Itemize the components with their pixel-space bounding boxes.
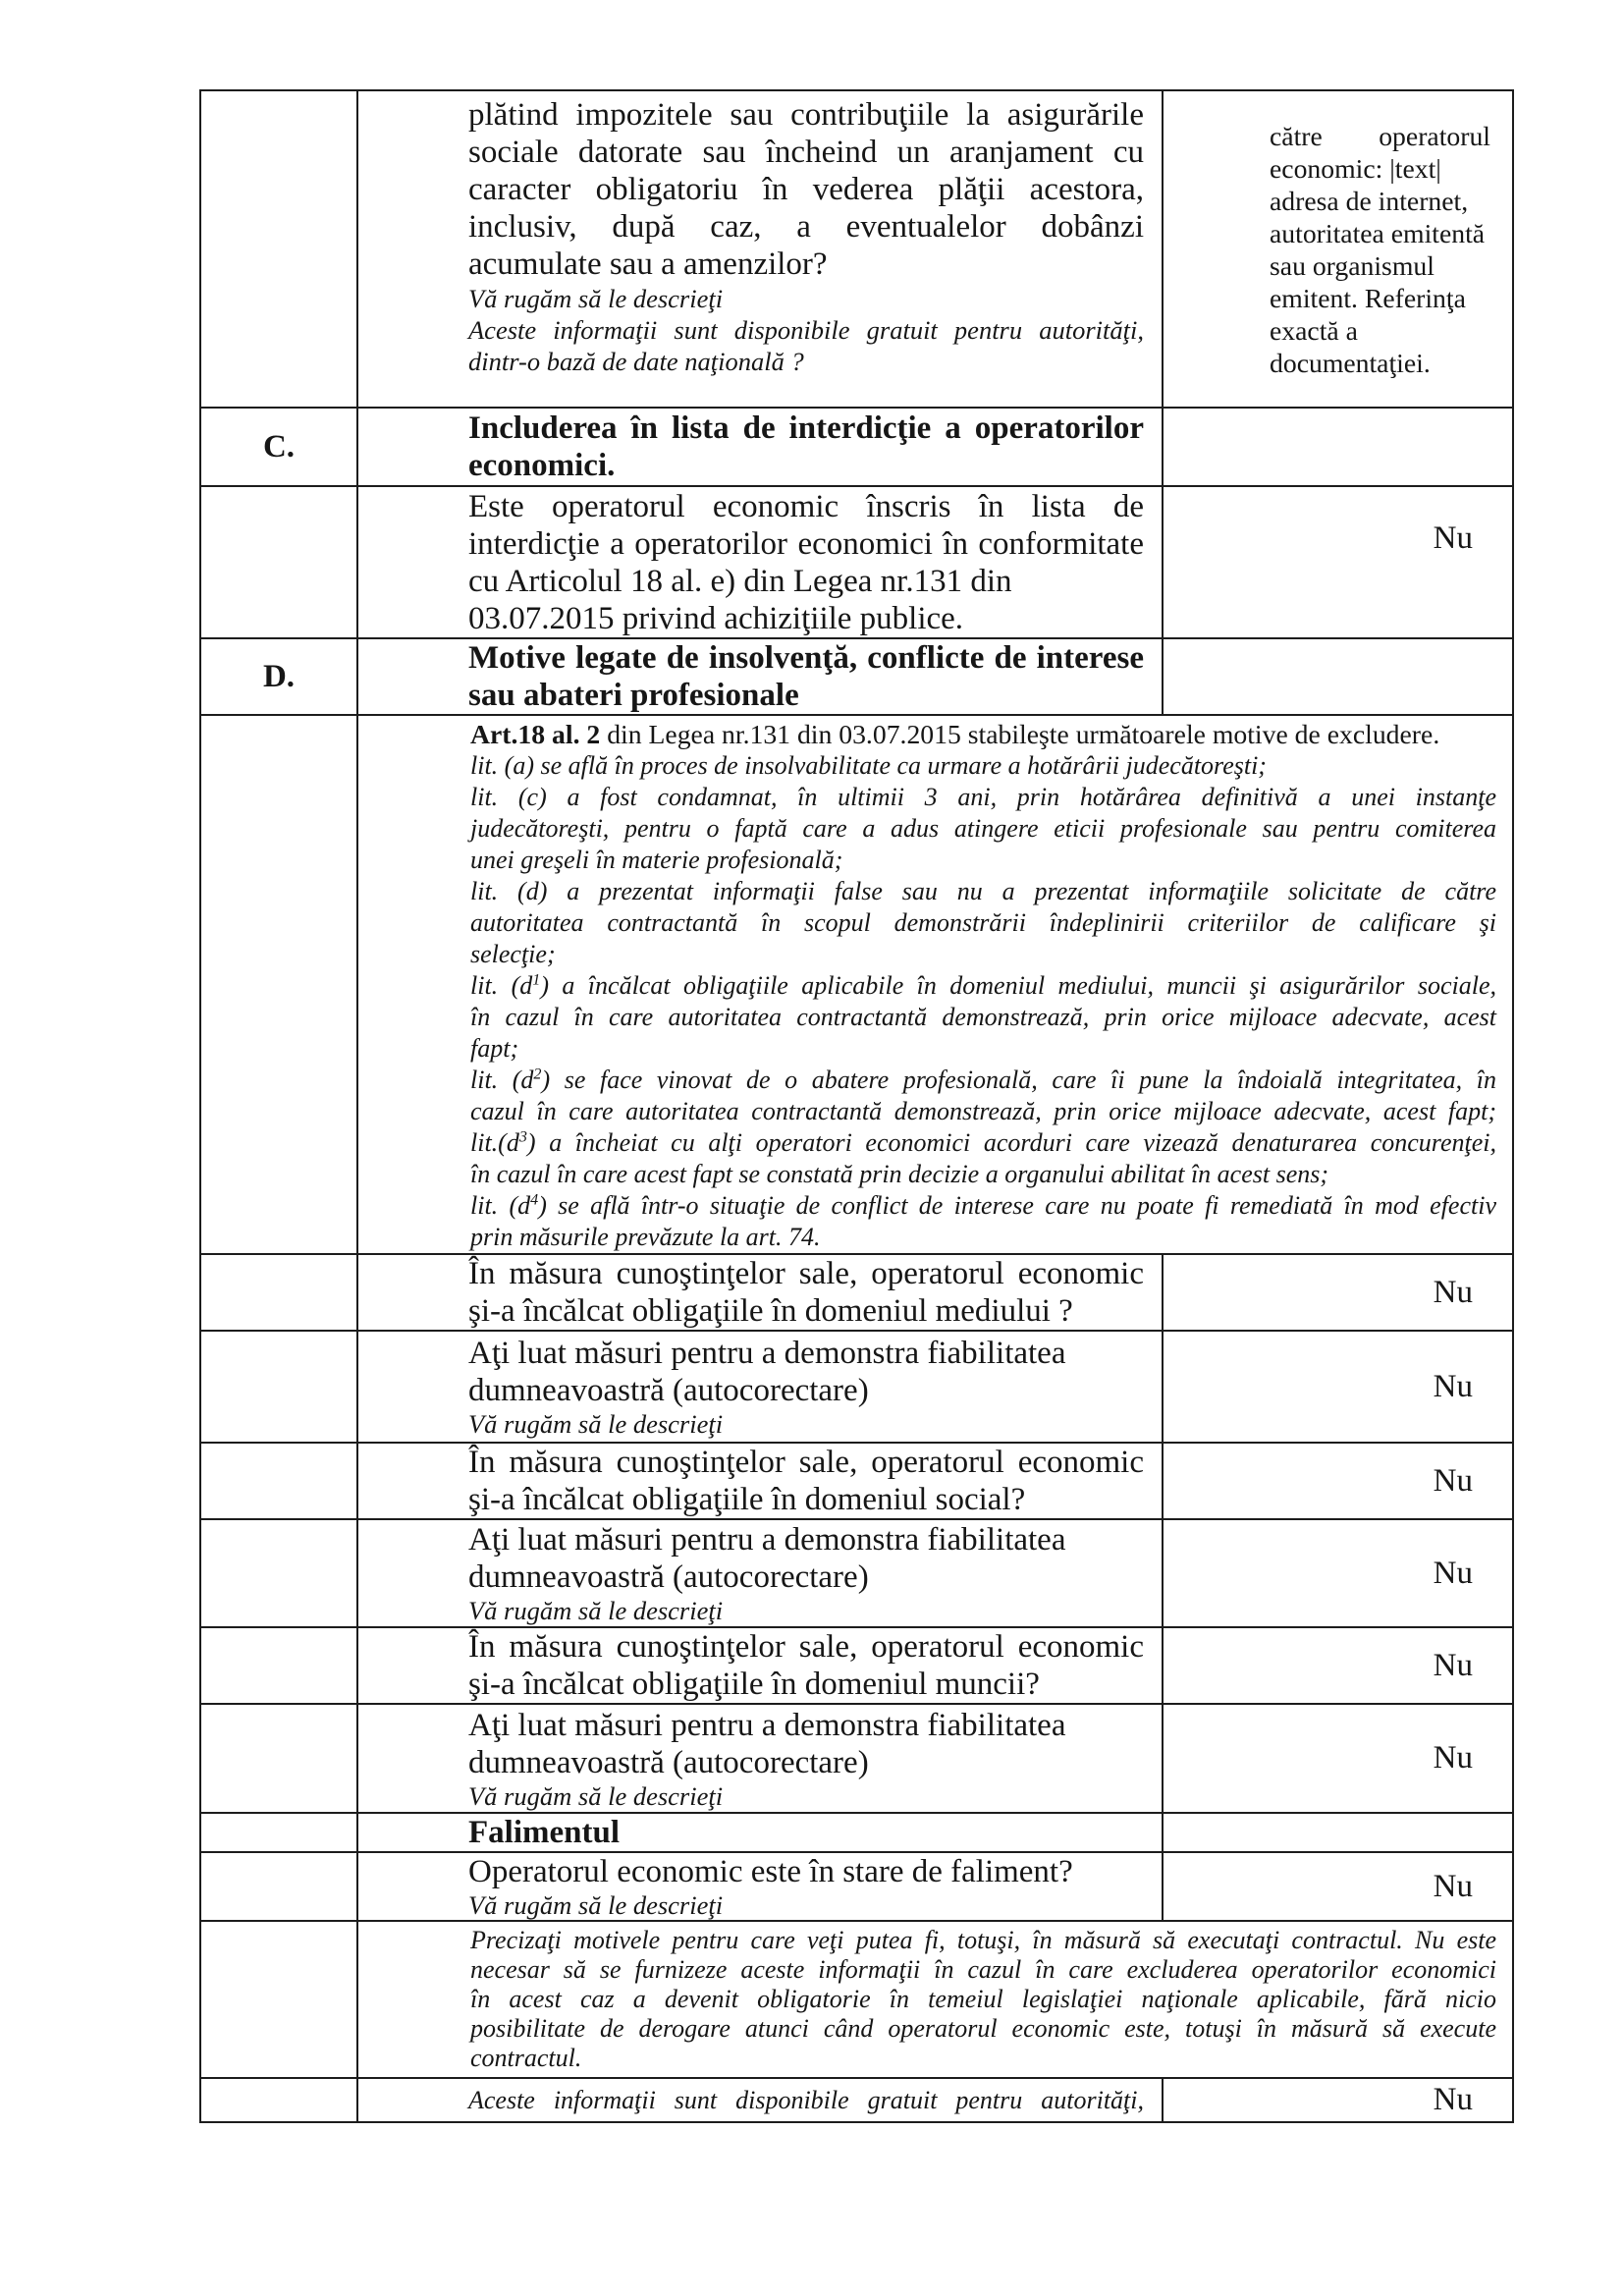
question-line: inclusiv, după caz, a eventualelor dobânzi — [468, 209, 1144, 245]
table-row-blacklist — [200, 486, 1513, 638]
question-line: 03.07.2015 privind achiziţiile publice. — [468, 600, 964, 636]
answer-value: Nu — [1163, 486, 1513, 638]
legal-item-text: a încheiat cu alţi operatori economici acorduri care vizează denaturarea concurenţei, — [535, 1128, 1496, 1157]
legal-basis-intro — [470, 719, 1496, 750]
table-row-availability — [200, 2078, 1513, 2122]
section-c-header-row — [200, 408, 1513, 486]
question-line: Aţi luat măsuri pentru a demonstra fiabilitatea — [468, 1522, 1066, 1558]
legal-item-line — [470, 876, 1496, 907]
explanation-text — [357, 1921, 1513, 2078]
legal-item-text: se face vinovat de o abatere profesională, care îi pune la îndoială integritatea, în — [550, 1066, 1496, 1094]
legal-basis-row — [200, 715, 1513, 1254]
question-cell — [357, 1443, 1163, 1519]
section-label: C. — [200, 408, 357, 486]
empty-answer-cell — [1163, 1813, 1513, 1852]
answer-value: Nu — [1163, 1254, 1513, 1331]
table-row-environment — [200, 1254, 1513, 1331]
legal-item-line: în cazul în care acest fapt se constată prin decizie a organului abilitat în acest sens; — [470, 1160, 1329, 1188]
question-line: În măsura cunoştinţelor sale, operatorul economic — [468, 1256, 1144, 1291]
answer-line: către operatorul — [1270, 120, 1490, 151]
legal-item-line — [470, 1065, 1496, 1096]
describe-note: Vă rugăm să le descrieţi — [468, 1890, 724, 1920]
table-row-self-cleaning-labour — [200, 1704, 1513, 1813]
question-cell — [357, 1852, 1163, 1921]
legal-item-ref: lit. (d — [470, 1066, 534, 1094]
question-cell — [357, 1254, 1163, 1331]
question-cell — [357, 486, 1163, 638]
legal-item-line — [470, 750, 1496, 782]
answer-value: Nu — [1163, 1627, 1513, 1704]
article-reference-text: din Legea nr.131 din 03.07.2015 stabileşte următoarele motive de excludere. — [600, 719, 1440, 749]
question-line: acumulate sau a amenzilor? — [468, 246, 828, 282]
question-line: dumneavoastră (autocorectare) — [468, 1373, 869, 1408]
availability-line: Aceste informaţii sunt disponibile gratuit pentru autorităţi, — [468, 2085, 1144, 2114]
section-title — [357, 638, 1163, 715]
table-row-labour — [200, 1627, 1513, 1704]
row-label-cell — [200, 2078, 357, 2122]
question-cell — [357, 2078, 1163, 2122]
describe-note: Vă rugăm să le descrieţi — [468, 1409, 724, 1439]
legal-item-ref: lit. (d — [470, 971, 533, 1000]
explanation-line: contractul. — [470, 2044, 582, 2072]
table-row-bankruptcy — [200, 1852, 1513, 1921]
row-label-cell — [200, 1627, 357, 1704]
empty-answer-cell — [1163, 638, 1513, 715]
answer-value: Nu — [1163, 2078, 1513, 2122]
legal-item-ref-end: ) — [541, 1066, 551, 1094]
question-line: dumneavoastră (autocorectare) — [468, 1744, 869, 1780]
legal-item-line: în cazul în care autoritatea contractantă demonstrează, prin orice mijloace adecvate, acest — [470, 1003, 1496, 1031]
row-label-cell — [200, 1813, 357, 1852]
legal-item-line: autoritatea contractantă în scopul demonstrării îndeplinirii criteriilor de calificare şi — [470, 908, 1496, 937]
legal-item-line: fapt; — [470, 1034, 519, 1063]
question-line: dumneavoastră (autocorectare) — [468, 1559, 869, 1595]
legal-item-ref-end: ) — [540, 971, 549, 1000]
table-row-self-cleaning-environment — [200, 1331, 1513, 1443]
legal-item-ref: lit.(d — [470, 1128, 519, 1157]
legal-item-sup: 4 — [530, 1191, 539, 1209]
describe-note: Vă rugăm să le descrieţi — [468, 284, 724, 313]
question-line: interdicţie a operatorilor economici în conformitate — [468, 525, 1144, 562]
section-title — [357, 408, 1163, 486]
question-line: În măsura cunoştinţelor sale, operatorul economic — [468, 1629, 1144, 1665]
legal-item-line: prin măsurile prevăzute la art. 74. — [470, 1223, 821, 1251]
empty-answer-cell — [1163, 408, 1513, 486]
row-label-cell — [200, 1852, 357, 1921]
legal-item-line: judecătoreşti, pentru o faptă care a adus atingere eticii profesionale sau pentru comiterea — [470, 814, 1496, 843]
row-label-cell — [200, 1519, 357, 1627]
legal-item-line: unei greşeli în materie profesională; — [470, 846, 843, 874]
section-title-line: economici. — [468, 448, 616, 483]
exclusion-criteria-table — [199, 89, 1514, 2123]
row-label-cell — [200, 1254, 357, 1331]
bankruptcy-title: Falimentul — [468, 1815, 620, 1850]
answer-value: Nu — [1163, 1331, 1513, 1443]
answer-line: documentaţiei. — [1270, 347, 1431, 378]
legal-item-ref: lit. (d) — [470, 877, 548, 905]
question-line: cu Articolul 18 al. e) din Legea nr.131 din — [468, 563, 1012, 599]
question-line: Operatorul economic este în stare de faliment? — [468, 1854, 1073, 1889]
describe-note: Vă rugăm să le descrieţi — [468, 1596, 724, 1625]
explanation-line: în acest caz a devenit obligatorie în temeiul legislaţiei naţionale aplicabile, fără nicio — [470, 1985, 1496, 2013]
question-line: În măsura cunoştinţelor sale, operatorul economic — [468, 1445, 1144, 1480]
row-label-cell — [200, 486, 357, 638]
section-title-line: Motive legate de insolvenţă, conflicte de interese — [468, 640, 1144, 676]
legal-item-text: se află în proces de insolvabilitate ca urmare a hotărârii judecătoreşti; — [534, 751, 1267, 780]
row-label-cell — [200, 90, 357, 408]
answer-line: sau organismul — [1270, 249, 1435, 281]
legal-basis-text — [357, 715, 1513, 1254]
question-cell — [357, 90, 1163, 408]
row-label-cell — [200, 1443, 357, 1519]
answer-line: adresa de internet, — [1270, 185, 1469, 216]
question-line: Aţi luat măsuri pentru a demonstra fiabilitatea — [468, 1336, 1066, 1371]
article-reference: Art.18 al. 2 — [470, 719, 601, 749]
bankruptcy-explanation-row — [200, 1921, 1513, 2078]
row-label-cell — [200, 1331, 357, 1443]
question-line: Aţi luat măsuri pentru a demonstra fiabilitatea — [468, 1707, 1066, 1743]
legal-item-line — [470, 1190, 1496, 1222]
legal-item-line: cazul în care autoritatea contractantă demonstrează, prin orice mijloace adecvate, acest fapt; — [470, 1097, 1496, 1125]
legal-item-ref: lit. (d — [470, 1191, 531, 1220]
legal-item-line — [470, 970, 1496, 1002]
question-cell — [357, 1627, 1163, 1704]
describe-note: Vă rugăm să le descrieţi — [468, 1780, 724, 1811]
bankruptcy-header-row — [200, 1813, 1513, 1852]
question-line: Este operatorul economic înscris în lista de — [468, 488, 1144, 524]
answer-line: autoritatea emitentă — [1270, 217, 1486, 248]
row-label-cell — [200, 1704, 357, 1813]
table-row-tax-payments — [200, 90, 1513, 408]
legal-item-ref-end: ) — [538, 1191, 547, 1220]
table-row-social — [200, 1443, 1513, 1519]
section-title-line: Includerea în lista de interdicţie a operatorilor — [468, 410, 1144, 446]
question-line: şi-a încălcat obligaţiile în domeniul mediului ? — [468, 1293, 1073, 1329]
question-cell — [357, 1704, 1163, 1813]
question-cell — [357, 1331, 1163, 1443]
legal-item-line: selecţie; — [470, 940, 556, 968]
table-row-self-cleaning-social — [200, 1519, 1513, 1627]
answer-cell — [1163, 90, 1513, 408]
legal-item-sup: 3 — [518, 1128, 527, 1146]
answer-line: exactă a — [1270, 314, 1358, 346]
answer-value: Nu — [1163, 1704, 1513, 1813]
section-label: D. — [200, 638, 357, 715]
answer-value: Nu — [1163, 1519, 1513, 1627]
section-d-header-row — [200, 638, 1513, 715]
legal-item-line — [470, 1127, 1496, 1159]
answer-line: emitent. Referinţa — [1270, 282, 1466, 313]
row-label-cell — [200, 715, 357, 1254]
explanation-line: Precizaţi motivele pentru care veţi putea fi, totuşi, în măsură să executaţi contractul. Nu este — [470, 1926, 1496, 1954]
legal-item-sup: 1 — [532, 971, 541, 989]
explanation-line: posibilitate de derogare atunci când operatorul economic este, totuşi în măsură să execute — [470, 2014, 1496, 2043]
legal-item-sup: 2 — [533, 1066, 542, 1083]
question-line: plătind impozitele sau contribuţiile la asigurările — [468, 97, 1144, 133]
answer-value: Nu — [1163, 1443, 1513, 1519]
legal-item-text: a încălcat obligaţiile aplicabile în domeniul mediului, muncii şi asigurărilor sociale, — [548, 971, 1496, 1000]
legal-item-ref-end: ) — [526, 1128, 536, 1157]
availability-note-line: Aceste informaţii sunt disponibile gratuit pentru autorităţi, — [468, 315, 1144, 345]
explanation-line: necesar să se furnizeze aceste informaţii în cazul în care excluderea operatorilor economici — [470, 1955, 1496, 1984]
section-title — [357, 1813, 1163, 1852]
legal-item-text: se află într-o situaţie de conflict de interese care nu poate fi remediată în mod efectiv — [546, 1191, 1496, 1220]
answer-line: economic: |text| — [1270, 152, 1441, 184]
legal-item-text: a prezentat informaţii false sau nu a prezentat informaţiile solicitate de către — [547, 877, 1496, 905]
legal-item-ref: lit. (a) — [470, 751, 534, 780]
row-label-cell — [200, 1921, 357, 2078]
question-line: şi-a încălcat obligaţiile în domeniul muncii? — [468, 1667, 1040, 1702]
legal-item-ref: lit. (c) — [470, 783, 547, 811]
legal-item-line — [470, 782, 1496, 813]
question-line: sociale datorate sau încheind un aranjament cu — [468, 135, 1144, 170]
section-title-line: sau abateri profesionale — [468, 678, 799, 713]
question-line: şi-a încălcat obligaţiile în domeniul social? — [468, 1482, 1026, 1517]
question-line: caracter obligatoriu în vederea plăţii acestora, — [468, 172, 1144, 207]
question-cell — [357, 1519, 1163, 1627]
availability-note-line: dintr-o bază de date naţională ? — [468, 347, 804, 376]
answer-value: Nu — [1163, 1852, 1513, 1921]
legal-item-text: a fost condamnat, în ultimii 3 ani, prin hotărârea definitivă a unei instanţe — [546, 783, 1496, 811]
